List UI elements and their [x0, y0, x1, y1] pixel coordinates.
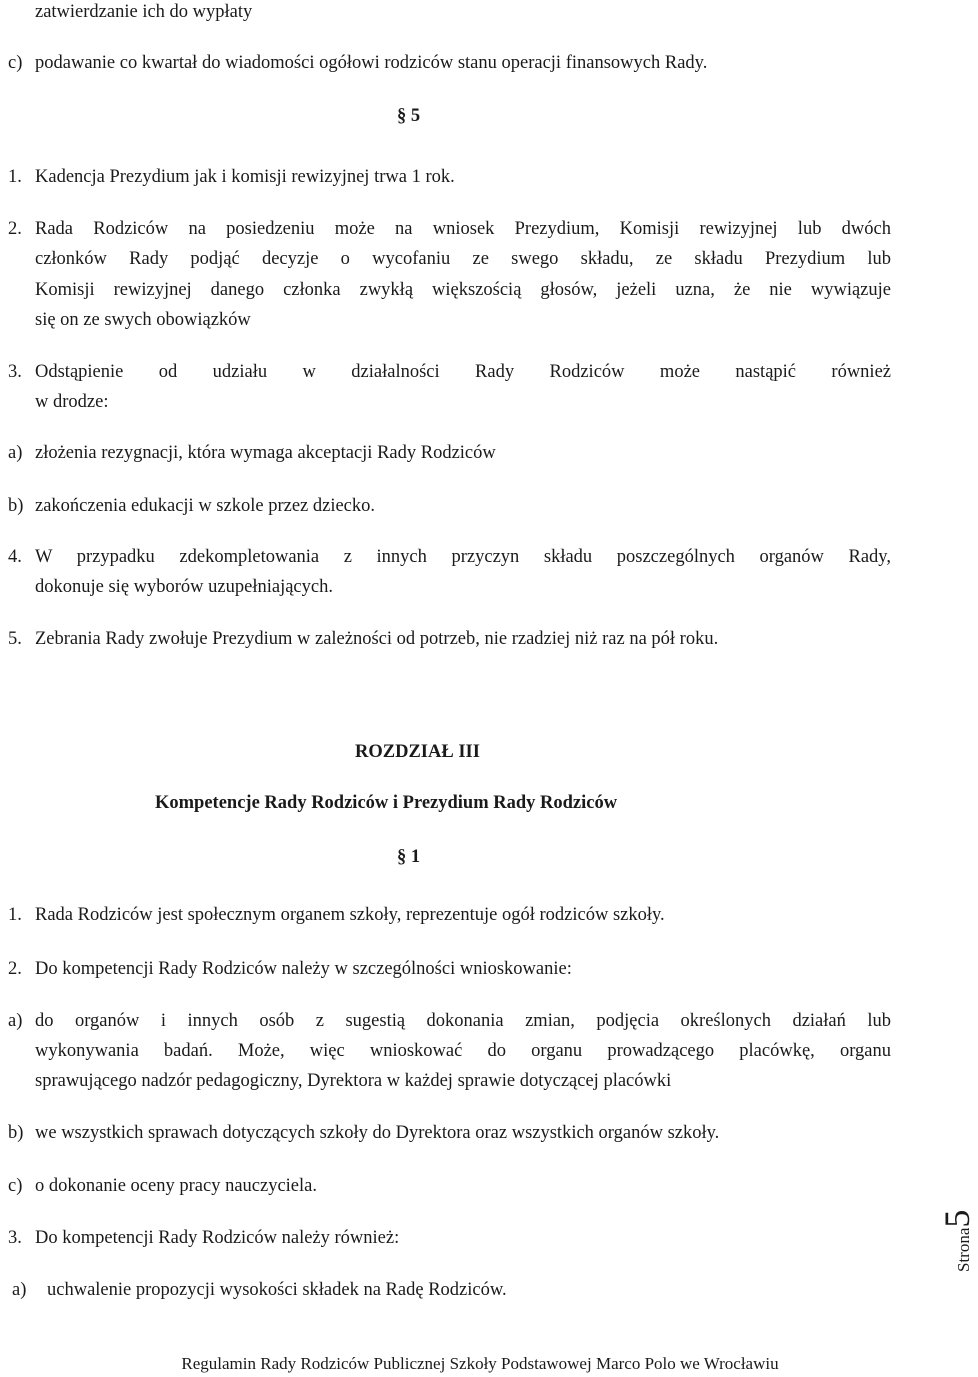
- chapter-heading: ROZDZIAŁ III: [355, 742, 480, 762]
- text-line: podawanie co kwartał do wiadomości ogółowi rodziców stanu operacji finansowych Rady.: [35, 53, 708, 73]
- list-label: c): [8, 1176, 23, 1196]
- list-label: 2.: [8, 219, 22, 239]
- text-line: Komisji rewizyjnej danego członka zwykłą większością głosów, jeżeli uzna, że nie wywiązuje: [35, 280, 891, 300]
- text-line: Odstąpienie od udziału w działalności Rady Rodziców może nastąpić również: [35, 362, 891, 382]
- text-line: o dokonanie oceny pracy nauczyciela.: [35, 1176, 317, 1196]
- text-line: członków Rady podjąć decyzje o wycofaniu ze swego składu, ze składu Prezydium lub: [35, 249, 891, 269]
- section-heading: § 1: [397, 847, 421, 867]
- text-line: wykonywania badań. Może, więc wnioskować do organu prowadzącego placówkę, organu: [35, 1041, 891, 1061]
- chapter-title: Kompetencje Rady Rodziców i Prezydium Rady Rodziców: [155, 793, 618, 813]
- text-line: Rada Rodziców na posiedzeniu może na wniosek Prezydium, Komisji rewizyjnej lub dwóch: [35, 219, 891, 239]
- list-label: 2.: [8, 959, 22, 979]
- text-line: dokonuje się wyborów uzupełniających.: [35, 577, 333, 597]
- list-label: 3.: [8, 362, 22, 382]
- list-label: 3.: [8, 1228, 22, 1248]
- text-line: we wszystkich sprawach dotyczących szkoły do Dyrektora oraz wszystkich organów szkoły.: [35, 1123, 720, 1143]
- list-label: 5.: [8, 629, 22, 649]
- text-line: zatwierdzanie ich do wypłaty: [35, 2, 253, 22]
- text-line: sprawującego nadzór pedagogiczny, Dyrektora w każdej sprawie dotyczącej placówki: [35, 1071, 672, 1091]
- list-label: 1.: [8, 167, 22, 187]
- list-label: 4.: [8, 547, 22, 567]
- text-line: w drodze:: [35, 392, 109, 412]
- text-line: Do kompetencji Rady Rodziców należy również:: [35, 1228, 400, 1248]
- text-line: złożenia rezygnacji, która wymaga akceptacji Rady Rodziców: [35, 443, 496, 463]
- text-line: Kadencja Prezydium jak i komisji rewizyjnej trwa 1 rok.: [35, 167, 455, 187]
- text-line: Do kompetencji Rady Rodziców należy w szczególności wnioskowanie:: [35, 959, 572, 979]
- page-footer: Regulamin Rady Rodziców Publicznej Szkoły Podstawowej Marco Polo we Wrocławiu: [181, 1354, 779, 1373]
- list-label: 1.: [8, 905, 22, 925]
- page-number: 5: [937, 1209, 977, 1228]
- list-label: a): [8, 443, 23, 463]
- list-label: a): [8, 1011, 23, 1031]
- list-label: a): [12, 1280, 27, 1300]
- text-line: W przypadku zdekompletowania z innych przyczyn składu poszczególnych organów Rady,: [35, 547, 891, 567]
- list-label: b): [8, 496, 24, 516]
- list-label: b): [8, 1123, 24, 1143]
- text-line: zakończenia edukacji w szkole przez dziecko.: [35, 496, 376, 516]
- text-line: się on ze swych obowiązków: [35, 310, 251, 330]
- page-label: Strona: [954, 1227, 973, 1272]
- text-line: Zebrania Rady zwołuje Prezydium w zależności od potrzeb, nie rzadziej niż raz na pół roku.: [35, 629, 719, 649]
- list-label: c): [8, 53, 23, 73]
- text-line: do organów i innych osób z sugestią dokonania zmian, podjęcia określonych działań lub: [35, 1011, 891, 1031]
- text-line: uchwalenie propozycji wysokości składek na Radę Rodziców.: [47, 1280, 507, 1300]
- section-heading: § 5: [397, 106, 421, 126]
- text-line: Rada Rodziców jest społecznym organem szkoły, reprezentuje ogół rodziców szkoły.: [35, 905, 665, 925]
